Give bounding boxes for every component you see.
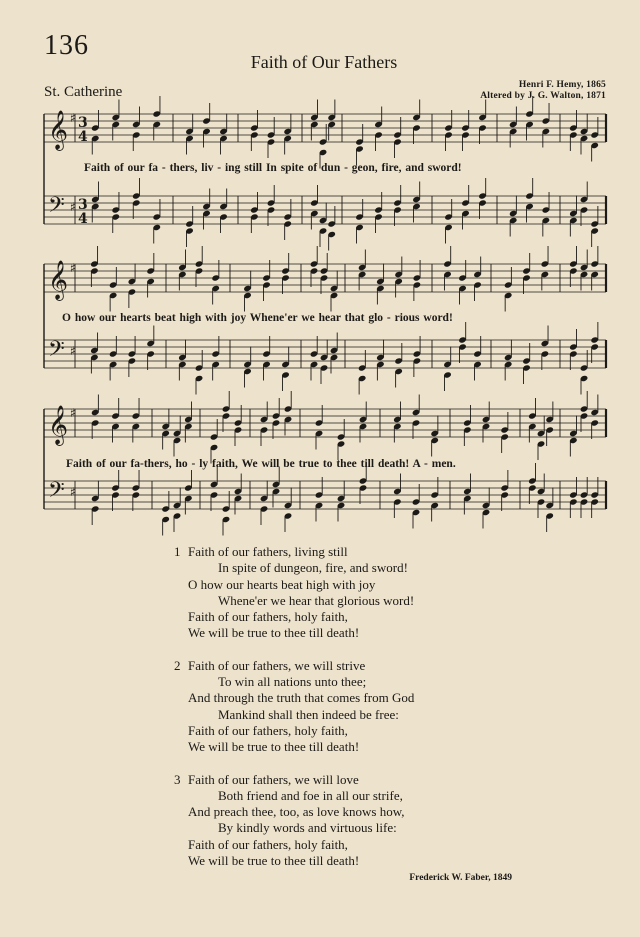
verse-line: And preach thee, too, as love knows how, (188, 804, 405, 820)
verse-line: By kindly words and virtuous life: (218, 820, 397, 836)
verse-3 (174, 771, 414, 870)
key-signature-sharp-icon: ♯ (70, 344, 76, 358)
treble-clef-icon: 𝄞 (48, 260, 69, 300)
verse-line: Mankind shall then indeed be free: (218, 706, 399, 722)
verse-line: Faith of our fathers, living still (188, 544, 348, 559)
verse-2 (174, 657, 415, 756)
bass-clef-icon: 𝄢 (48, 193, 65, 223)
time-signature: 3 (78, 115, 88, 131)
composer-credit: Henri F. Hemy, 1865 (518, 80, 606, 90)
verse-line: We will be true to thee till death! (188, 739, 360, 755)
time-signature: 4 (78, 129, 88, 145)
verse-number: 2 (174, 657, 181, 673)
bass-clef-icon: 𝄢 (48, 478, 65, 508)
key-signature-sharp-icon: ♯ (70, 200, 76, 214)
verse-line: Faith of our fathers, we will love (188, 771, 359, 787)
time-signature: 3 (78, 197, 88, 213)
time-signature: 4 (78, 211, 88, 227)
verse-line: We will be true to thee till death! (188, 853, 360, 869)
hymn-title: Faith of Our Fathers (250, 52, 398, 72)
key-signature-sharp-icon: ♯ (70, 111, 76, 125)
verses-block (174, 544, 415, 885)
lyric-line-1: Faith of our fa - thers, liv - ing still In spite of dun - geon, fire, and sword! (84, 162, 462, 174)
tune-name: St. Catherine (44, 84, 123, 100)
page-number: 136 (44, 30, 89, 61)
verse-line: Faith of our fathers, holy faith, (188, 609, 348, 625)
verse-line: In spite of dungeon, fire, and sword! (218, 560, 408, 576)
verse-line: To win all nations unto thee; (218, 674, 367, 690)
verse-line: O how our hearts beat high with joy (188, 576, 376, 592)
bass-clef-icon: 𝄢 (48, 337, 65, 367)
treble-clef-icon: 𝄞 (48, 110, 69, 150)
verse-line: Faith of our fathers, holy faith, (188, 722, 348, 738)
key-signature-sharp-icon: ♯ (70, 261, 76, 275)
treble-clef-icon: 𝄞 (48, 405, 69, 445)
author-credit: Frederick W. Faber, 1849 (409, 873, 512, 883)
key-signature-sharp-icon: ♯ (70, 485, 76, 499)
verse-number: 3 (174, 771, 181, 787)
verse-line: Whene'er we hear that glorious word! (218, 592, 415, 608)
lyric-line-2: O how our hearts beat high with joy Whene'er we hear that glo - rious word! (62, 312, 453, 324)
verse-1 (174, 544, 415, 642)
verse-line: Both friend and foe in all our strife, (218, 787, 403, 803)
verse-number: 1 (174, 544, 181, 559)
verse-line: Faith of our fathers, we will strive (188, 657, 366, 673)
verse-line: We will be true to thee till death! (188, 625, 360, 641)
lyric-line-3: Faith of our fa-thers, ho - ly faith, We will be true to thee till death! A - men. (66, 458, 456, 470)
arranger-credit: Altered by J. G. Walton, 1871 (480, 91, 606, 101)
verse-line: Faith of our fathers, holy faith, (188, 836, 348, 852)
key-signature-sharp-icon: ♯ (70, 406, 76, 420)
verse-line: And through the truth that comes from God (188, 690, 415, 706)
